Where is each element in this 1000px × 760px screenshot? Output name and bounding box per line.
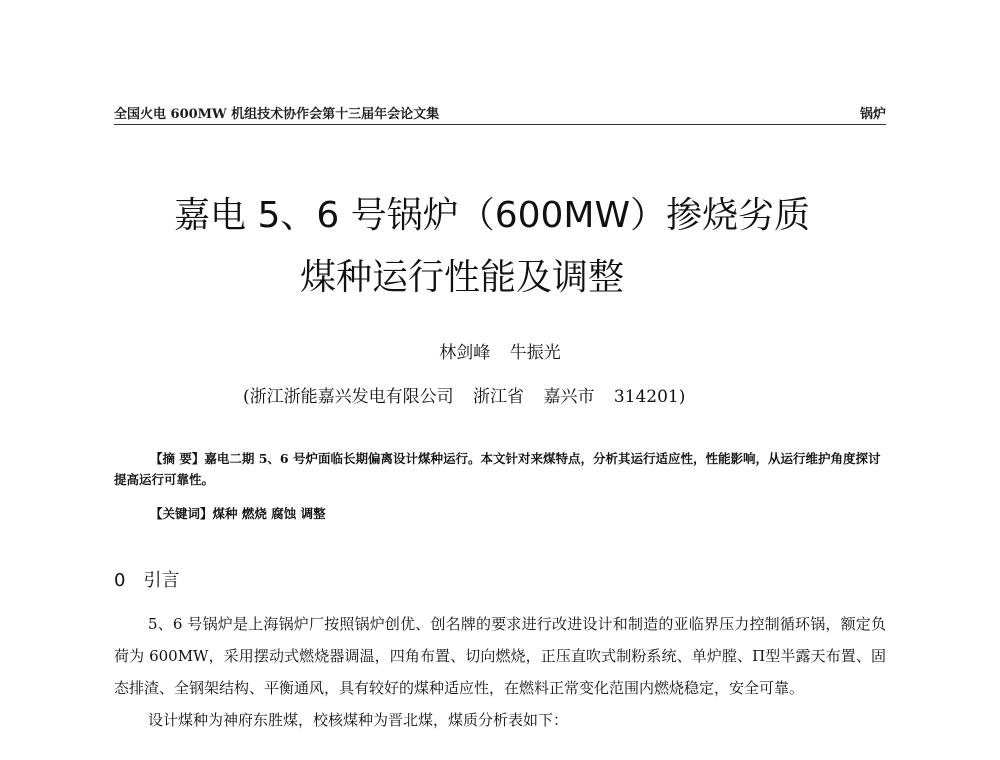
- running-header-section: 锅炉: [859, 107, 886, 122]
- body-text: [114, 608, 886, 736]
- keywords-text: 煤种 燃烧 腐蚀 调整: [212, 506, 326, 521]
- author-list: 林剑峰 牛振光: [439, 343, 561, 363]
- section-heading: [114, 566, 179, 592]
- section-number: 0: [114, 570, 126, 591]
- body-paragraph-2: 设计煤种为神府东胜煤，校核煤种为晋北煤，煤质分析表如下：: [148, 711, 569, 729]
- abstract-paragraph: [114, 448, 886, 490]
- header-divider: [114, 124, 886, 125]
- abstract-text: 嘉电二期 5、6 号炉面临长期偏离设计煤种运行。本文针对来煤特点，分析其运行适应性，性能影响，从运行维护角度探讨提高运行可靠性。: [114, 451, 881, 487]
- paper-title-line-1: 嘉电 5、6 号锅炉（600MW）掺烧劣质: [174, 195, 811, 236]
- body-paragraph-1: 5、6 号锅炉是上海锅炉厂按照锅炉创优、创名牌的要求进行改进设计和制造的亚临界压力控制循环锅，额定负荷为 600MW，采用摆动式燃烧器调温，四角布置、切向燃烧，正压直吹式制粉系统、单炉膛、Π型半露天布置、固态排渣、全钢架结构、平衡通风，具有较好的煤种适应性，在燃料正常变化范围内燃烧稳定，安全可靠。: [114, 615, 886, 697]
- abstract-block: [114, 448, 886, 524]
- running-header-journal: 全国火电 600MW 机组技术协作会第十三届年会论文集: [114, 107, 440, 122]
- paper-title-line-2: 煤种运行性能及调整: [300, 257, 625, 298]
- keywords-paragraph: [114, 503, 886, 524]
- abstract-label: 【摘 要】: [150, 451, 205, 466]
- keywords-label: 【关键词】: [150, 506, 213, 521]
- section-title: 引言: [143, 570, 180, 591]
- author-affiliation: (浙江浙能嘉兴发电有限公司 浙江省 嘉兴市 314201): [243, 387, 686, 407]
